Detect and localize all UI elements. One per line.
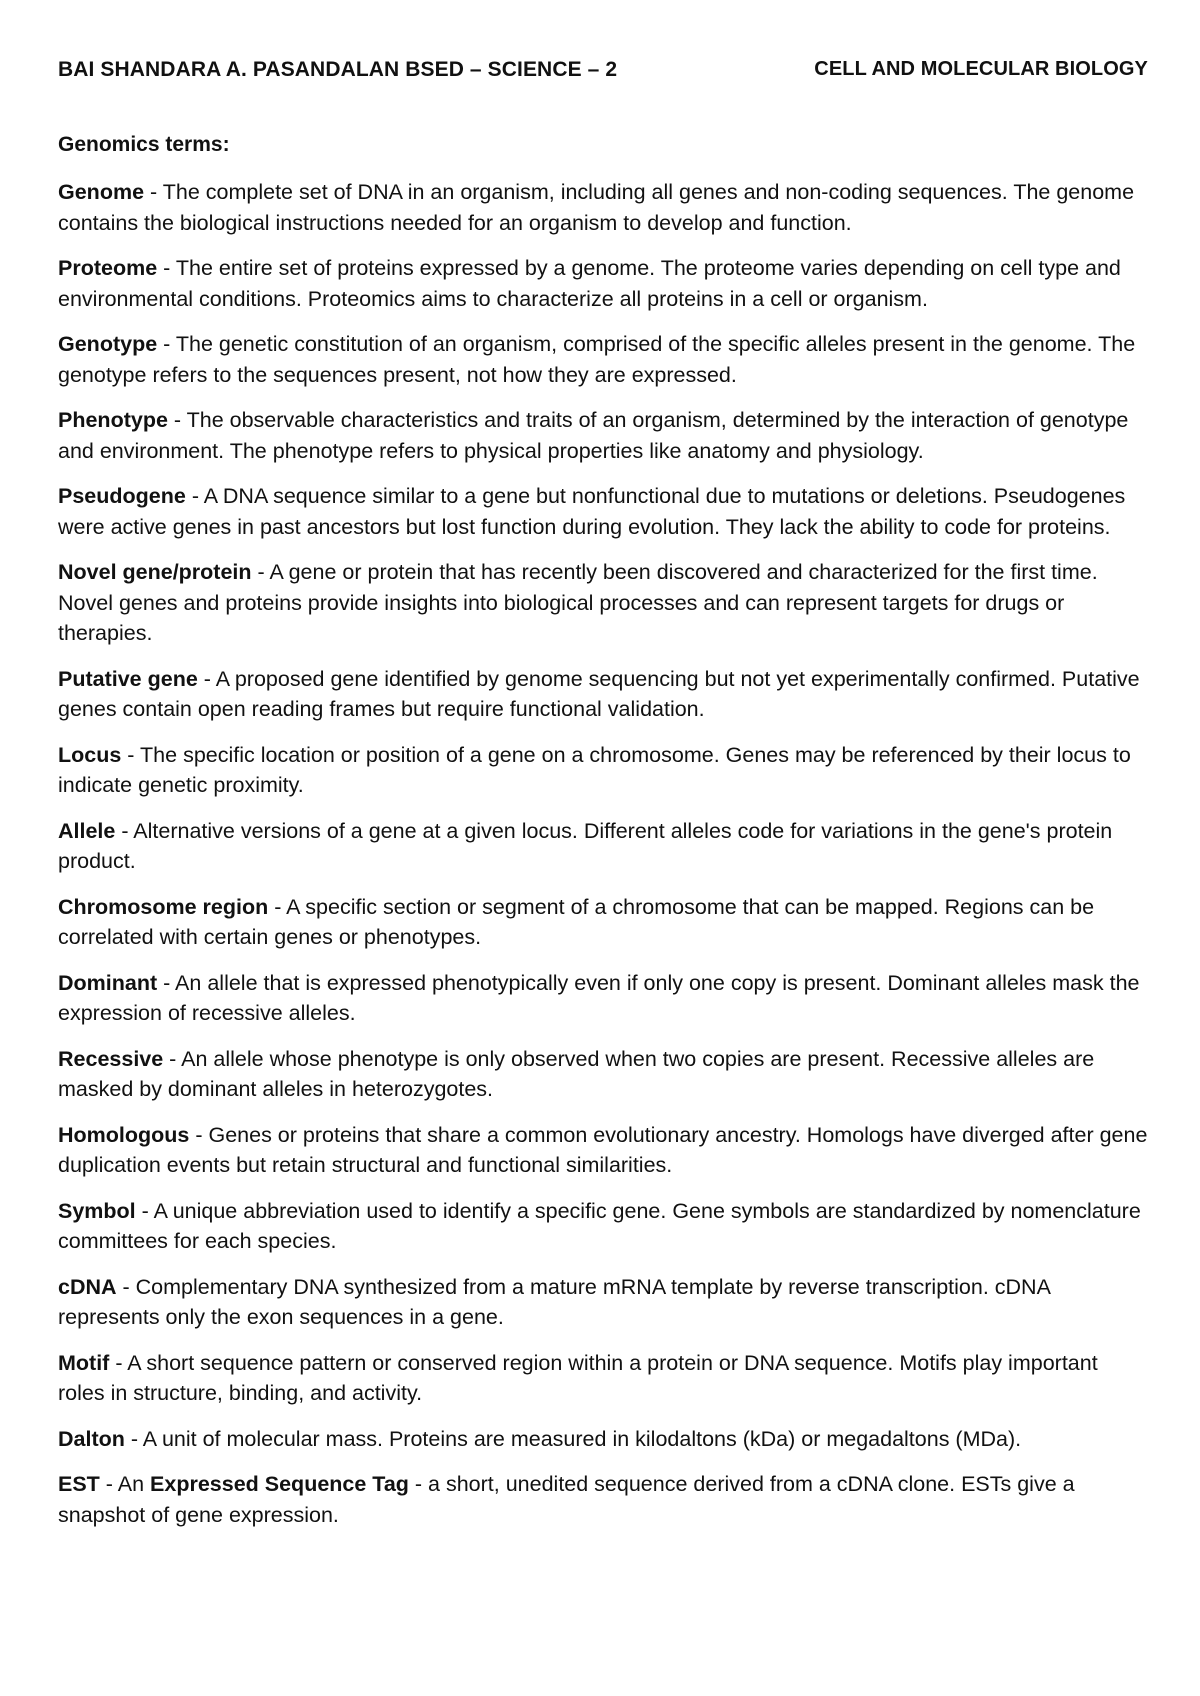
- term-definition: - A short sequence pattern or conserved region within a protein or DNA sequence. Motifs play important roles in structure, binding, and activity.: [58, 1350, 1098, 1405]
- term-dominant: [58, 968, 1148, 1029]
- term-name: Recessive: [58, 1046, 164, 1071]
- term-symbol: [58, 1196, 1148, 1257]
- term-name: Genome: [58, 180, 145, 204]
- term-name: Symbol: [58, 1198, 136, 1223]
- term-name: Pseudogene: [58, 484, 186, 508]
- term-name: Allele: [58, 818, 116, 843]
- term-definition: - A proposed gene identified by genome sequencing but not yet experimentally confirmed. Putative genes contain open reading frames but require functional validation.: [58, 666, 1140, 721]
- term-name: Motif: [58, 1350, 110, 1375]
- term-definition: - A unit of molecular mass. Proteins are measured in kilodaltons (kDa) or megadaltons (MDa).: [124, 1426, 1022, 1451]
- term-definition: - A DNA sequence similar to a gene but nonfunctional due to mutations or deletions. Pseudogenes were active genes in past ancestors but lost function during evolution. They lack the ability to code for proteins.: [58, 484, 1126, 539]
- term-name: Novel gene/protein: [58, 560, 252, 584]
- term-definition: - Genes or proteins that share a common evolutionary ancestry. Homologs have diverged after gene duplication events but retain structural and functional similarities.: [58, 1122, 1148, 1177]
- term-name: Putative gene: [58, 666, 198, 691]
- term-name: cDNA: [58, 1274, 117, 1299]
- term-name: Proteome: [58, 256, 158, 280]
- term-definition: - A gene or protein that has recently been discovered and characterized for the first time. Novel genes and proteins provide insights into biological processes and can represent targets for drugs or therapies.: [58, 560, 1098, 645]
- term-definition: - The complete set of DNA in an organism, including all genes and non-coding sequences. The genome contains the biological instructions needed for an organism to develop and function.: [58, 180, 1135, 235]
- term-definition: - Alternative versions of a gene at a given locus. Different alleles code for variations in the gene's protein product.: [58, 818, 1113, 873]
- term-name: Dominant: [58, 970, 158, 995]
- term-definition: - The entire set of proteins expressed by a genome. The proteome varies depending on cell type and environmental conditions. Proteomics aims to characterize all proteins in a cell or organism.: [58, 256, 1121, 311]
- term-name: EST: [58, 1472, 100, 1496]
- term-definition: - The observable characteristics and traits of an organism, determined by the interaction of genotype and environment. The phenotype refers to physical properties like anatomy and physiology.: [58, 408, 1129, 463]
- term-genome: [58, 177, 1148, 238]
- term-name: Phenotype: [58, 408, 168, 432]
- term-name: Chromosome region: [58, 894, 269, 919]
- term-definition: - A specific section or segment of a chromosome that can be mapped. Regions can be correlated with certain genes or phenotypes.: [58, 894, 1095, 949]
- term-novel-gene-protein: [58, 557, 1148, 649]
- term-definition: - An allele whose phenotype is only observed when two copies are present. Recessive alleles are masked by dominant alleles in heterozygotes.: [58, 1046, 1095, 1101]
- term-definition: - The specific location or position of a gene on a chromosome. Genes may be referenced by their locus to indicate genetic proximity.: [58, 742, 1131, 797]
- term-chromosome-region: [58, 892, 1148, 953]
- header-author-course: BAI SHANDARA A. PASANDALAN BSED – SCIENCE – 2: [58, 58, 618, 81]
- section-title: Genomics terms:: [58, 133, 230, 156]
- term-cdna: [58, 1272, 1148, 1333]
- term-recessive: [58, 1044, 1148, 1105]
- term-genotype: [58, 329, 1148, 390]
- term-putative-gene: [58, 664, 1148, 725]
- term-definition: - The genetic constitution of an organism, comprised of the specific alleles present in the genome. The genotype refers to the sequences present, not how they are expressed.: [58, 332, 1136, 387]
- term-homologous: [58, 1120, 1148, 1181]
- term-definition: - Complementary DNA synthesized from a mature mRNA template by reverse transcription. cDNA represents only the exon sequences in a gene.: [58, 1274, 1050, 1329]
- term-locus: [58, 740, 1148, 801]
- term-dalton: [58, 1424, 1148, 1455]
- term-definition: - An: [99, 1472, 151, 1496]
- term-name: Genotype: [58, 332, 158, 356]
- term-motif: [58, 1348, 1148, 1409]
- term-definition: - An allele that is expressed phenotypically even if only one copy is present. Dominant alleles mask the expression of recessive alleles.: [58, 970, 1140, 1025]
- page-header: [58, 58, 1148, 82]
- term-name: Locus: [58, 742, 122, 767]
- term-proteome: [58, 253, 1148, 314]
- term-expansion: Expressed Sequence Tag: [150, 1472, 409, 1496]
- header-subject: CELL AND MOLECULAR BIOLOGY: [814, 58, 1148, 80]
- term-definition-continued: - a short, unedited sequence derived from a cDNA clone. ESTs give a snapshot of gene expression.: [58, 1472, 1075, 1527]
- terms-list: [58, 177, 1148, 1545]
- term-est: [58, 1469, 1148, 1530]
- term-definition: - A unique abbreviation used to identify a specific gene. Gene symbols are standardized by nomenclature committees for each species.: [58, 1198, 1141, 1253]
- term-pseudogene: [58, 481, 1148, 542]
- term-allele: [58, 816, 1148, 877]
- term-name: Dalton: [58, 1426, 125, 1451]
- term-phenotype: [58, 405, 1148, 466]
- term-name: Homologous: [58, 1122, 190, 1147]
